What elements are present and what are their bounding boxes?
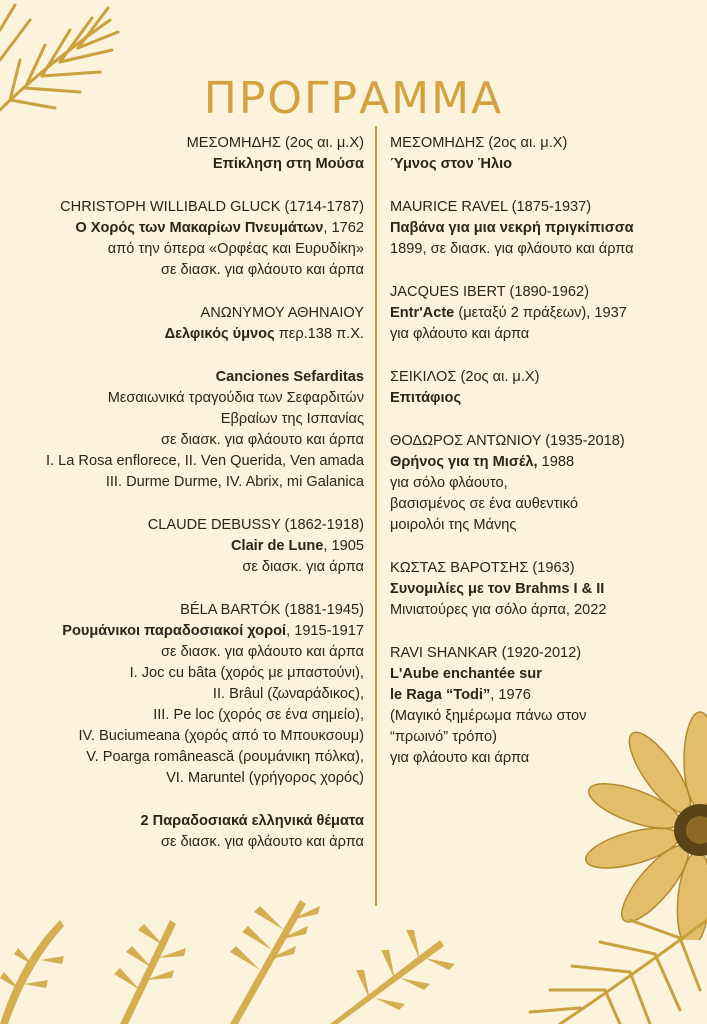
program-line — [19, 218, 364, 239]
palm-leaf-bottom-right-icon — [520, 880, 707, 1024]
program-line — [19, 133, 364, 154]
program-line — [390, 473, 680, 494]
program-line — [19, 388, 364, 409]
program-line — [390, 452, 680, 473]
program-entry — [19, 303, 364, 345]
work-title: Ύμνος στον Ήλιο — [390, 156, 513, 172]
program-text: II. Brâul (ζωναράδικος), — [212, 686, 364, 702]
program-entry — [390, 133, 680, 175]
program-line — [19, 726, 364, 747]
program-line — [19, 663, 364, 684]
program-line — [19, 239, 364, 260]
program-line — [390, 431, 680, 452]
program-line — [19, 324, 364, 345]
work-title: Canciones Sefarditas — [215, 369, 364, 385]
program-line — [19, 536, 364, 557]
program-entry — [390, 643, 680, 769]
program-entry — [19, 367, 364, 493]
program-text: σε διασκ. για άρπα — [242, 559, 364, 575]
program-entry — [19, 600, 364, 789]
program-line — [19, 197, 364, 218]
work-title: L'Aube enchantée sur — [390, 666, 542, 682]
program-text: , 1915-1917 — [286, 623, 364, 639]
program-line — [390, 664, 680, 685]
program-line — [19, 303, 364, 324]
work-title: 2 Παραδοσιακά ελληνικά θέματα — [140, 813, 364, 829]
work-title: Παβάνα για μια νεκρή πριγκίπισσα — [390, 220, 634, 236]
left-program-column — [19, 133, 364, 875]
program-entry — [390, 282, 680, 345]
program-text: (Μαγικό ξημέρωμα πάνω στον — [390, 708, 587, 724]
program-text: RAVI SHANKAR (1920-2012) — [390, 645, 582, 661]
program-text: (μεταξύ 2 πράξεων), 1937 — [454, 305, 627, 321]
column-divider — [375, 126, 377, 906]
program-line — [19, 367, 364, 388]
program-text: για φλάουτο και άρπα — [390, 326, 530, 342]
program-line — [390, 727, 680, 748]
program-line — [390, 133, 680, 154]
program-text: V. Poarga românească (ρουμάνικη πόλκα), — [86, 749, 364, 765]
work-title: le Raga “Todi” — [390, 687, 491, 703]
program-text: , 1762 — [323, 220, 364, 236]
program-text: IV. Buciumeana (χορός από το Μπουκσουμ) — [78, 728, 364, 744]
work-title: Επίκληση στη Μούσα — [212, 156, 364, 172]
program-line — [390, 579, 680, 600]
program-line — [390, 558, 680, 579]
program-text: περ.138 π.Χ. — [274, 326, 364, 342]
program-text: από την όπερα «Ορφέας και Ευρυδίκη» — [107, 241, 364, 257]
program-text: “πρωινό” τρόπο) — [390, 729, 498, 745]
work-title: Ρουμάνικοι παραδοσιακοί χοροί — [62, 623, 287, 639]
program-text: σε διασκ. για φλάουτο και άρπα — [160, 834, 364, 850]
program-line — [19, 621, 364, 642]
program-line — [390, 494, 680, 515]
program-text: Εβραίων της Ισπανίας — [220, 411, 364, 427]
program-line — [19, 515, 364, 536]
program-text: III. Pe loc (χορός σε ένα σημείο), — [153, 707, 364, 723]
program-entry — [390, 558, 680, 621]
program-text: , 1976 — [490, 687, 531, 703]
program-text: ΘΟΔΩΡΟΣ ΑΝΤΩΝΙΟΥ (1935-2018) — [390, 433, 625, 449]
program-line — [390, 218, 680, 239]
program-entry — [390, 367, 680, 409]
fern-leaves-bottom-left-icon — [0, 880, 460, 1024]
program-line — [19, 747, 364, 768]
program-text: σε διασκ. για φλάουτο και άρπα — [160, 432, 364, 448]
program-text: ΜΕΣΟΜΗΔΗΣ (2ος αι. μ.Χ) — [186, 135, 364, 151]
program-line — [390, 324, 680, 345]
program-entry — [19, 515, 364, 578]
work-title: Ο Χορός των Μακαρίων Πνευμάτων — [75, 220, 324, 236]
program-line — [390, 643, 680, 664]
program-text: για φλάουτο και άρπα — [390, 750, 530, 766]
program-entry — [390, 197, 680, 260]
program-line — [19, 705, 364, 726]
program-line — [19, 154, 364, 175]
program-line — [19, 600, 364, 621]
program-line — [390, 303, 680, 324]
program-text: σε διασκ. για φλάουτο και άρπα — [160, 262, 364, 278]
program-line — [390, 515, 680, 536]
program-line — [390, 154, 680, 175]
program-line — [19, 642, 364, 663]
work-title: Clair de Lune — [230, 538, 324, 554]
program-line — [390, 367, 680, 388]
program-text: ΜΕΣΟΜΗΔΗΣ (2ος αι. μ.Χ) — [390, 135, 568, 151]
program-entry — [390, 431, 680, 536]
program-text: Μινιατούρες για σόλο άρπα, 2022 — [390, 602, 607, 618]
program-text: , 1905 — [323, 538, 364, 554]
program-text: σε διασκ. για φλάουτο και άρπα — [160, 644, 364, 660]
program-text: ΚΩΣΤΑΣ ΒΑΡΟΤΣΗΣ (1963) — [390, 560, 575, 576]
program-line — [19, 811, 364, 832]
work-title: Θρήνος για τη Μισέλ, — [390, 454, 538, 470]
program-line — [390, 706, 680, 727]
program-text: μοιρολόι της Μάνης — [390, 517, 517, 533]
program-line — [19, 684, 364, 705]
right-program-column — [390, 133, 680, 791]
program-text: MAURICE RAVEL (1875-1937) — [390, 199, 592, 215]
page-title: ΠΡΟΓΡΑΜΜΑ — [203, 73, 504, 125]
program-line — [19, 260, 364, 281]
program-line — [19, 472, 364, 493]
program-text: JACQUES IBERT (1890-1962) — [390, 284, 589, 300]
program-text: ΣΕΙΚΙΛΟΣ (2ος αι. μ.Χ) — [390, 369, 540, 385]
program-entry — [19, 197, 364, 281]
program-text: για σόλο φλάουτο, — [390, 475, 508, 491]
program-text: Μεσαιωνικά τραγούδια των Σεφαρδιτών — [107, 390, 364, 406]
program-line — [390, 748, 680, 769]
program-entry — [19, 811, 364, 853]
program-text: I. Joc cu bâta (χορός με μπαστούνι), — [129, 665, 364, 681]
program-line — [19, 768, 364, 789]
program-text: BÉLA BARTÓK (1881-1945) — [180, 602, 364, 618]
program-line — [390, 685, 680, 706]
program-text: ΑΝΩΝΥΜΟΥ ΑΘΗΝΑΙΟΥ — [200, 305, 364, 321]
program-line — [19, 832, 364, 853]
program-line — [19, 451, 364, 472]
program-text: CHRISTOPH WILLIBALD GLUCK (1714-1787) — [60, 199, 364, 215]
work-title: Entr'Acte — [390, 305, 455, 321]
work-title: Δελφικός ύμνος — [164, 326, 275, 342]
program-text: III. Durme Durme, IV. Abrix, mi Galanica — [105, 474, 364, 490]
program-text: 1988 — [537, 454, 575, 470]
work-title: Συνομιλίες με τον Brahms I & II — [390, 581, 605, 597]
program-line — [19, 430, 364, 451]
program-text: 1899, σε διασκ. για φλάουτο και άρπα — [390, 241, 634, 257]
program-text: VI. Maruntel (γρήγορος χορός) — [166, 770, 364, 786]
program-line — [390, 388, 680, 409]
program-text: CLAUDE DEBUSSY (1862-1918) — [147, 517, 364, 533]
program-entry — [19, 133, 364, 175]
program-line — [390, 600, 680, 621]
program-text: I. La Rosa enflorece, II. Ven Querida, Ven amada — [45, 453, 364, 469]
program-text: βασισμένος σε ένα αυθεντικό — [390, 496, 578, 512]
program-line — [19, 409, 364, 430]
work-title: Επιτάφιος — [390, 390, 462, 406]
program-line — [390, 197, 680, 218]
program-line — [390, 239, 680, 260]
program-line — [390, 282, 680, 303]
program-line — [19, 557, 364, 578]
